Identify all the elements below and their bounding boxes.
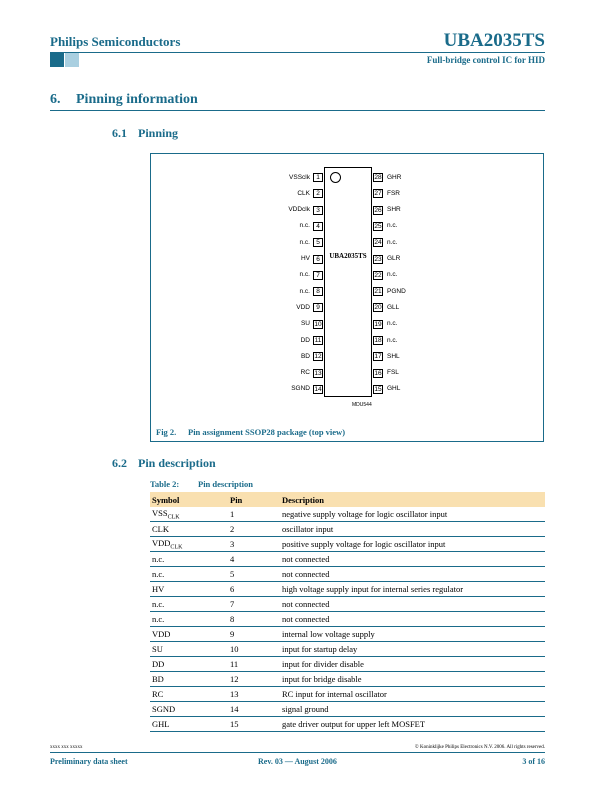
pin-number-left: 4: [313, 222, 323, 231]
table-row: [150, 612, 545, 627]
pin-label-right: GHL: [387, 385, 401, 393]
footer-page-number: 3 of 16: [522, 757, 545, 766]
table-row: [150, 507, 545, 522]
pin-number-left: 3: [313, 206, 323, 215]
pin-label-left: n.c.: [299, 238, 310, 246]
footer-doc-id: xxxx xxx xxxxx: [50, 745, 83, 750]
document-subtitle: Full-bridge control IC for HID: [426, 55, 545, 65]
pin-label-right: n.c.: [387, 320, 398, 328]
pin-number-right: 16: [374, 369, 382, 377]
symbol-text: VDD: [152, 629, 171, 639]
cell-symbol: [150, 642, 228, 657]
pin-number-left: 12: [314, 353, 322, 361]
pin-label-right: n.c.: [387, 271, 398, 279]
pin-label-left: n.c.: [299, 222, 310, 230]
cell-symbol: [150, 687, 228, 702]
table-row: [150, 597, 545, 612]
figure-caption: [156, 427, 345, 437]
pin-label-left: RC: [300, 369, 310, 377]
table-caption: [150, 479, 253, 489]
table-number: Table 2:: [150, 479, 180, 489]
section-title: Pinning: [138, 126, 179, 140]
pin-number-right: 26: [374, 206, 382, 214]
cell-symbol: [150, 717, 228, 732]
pin-number-right: 27: [374, 190, 382, 198]
figure-caption-text: Pin assignment SSOP28 package (top view): [188, 427, 346, 437]
header-symbol: Symbol: [150, 492, 228, 507]
symbol-text: BD: [152, 674, 164, 684]
pin-number-left: 8: [313, 287, 323, 296]
section-6-heading: [50, 92, 198, 108]
table-row: [150, 702, 545, 717]
pin-label-right: FSR: [387, 189, 400, 197]
cell-description: positive supply voltage for logic oscillator input: [280, 537, 545, 552]
table-row: [150, 567, 545, 582]
document-title: UBA2035TS: [443, 30, 545, 51]
cell-symbol: [150, 507, 228, 522]
section-number: 6.1: [112, 126, 127, 140]
pin-label-right: PGND: [387, 287, 406, 295]
symbol-text: CLK: [152, 524, 169, 534]
symbol-text: RC: [152, 689, 164, 699]
section-6-2-heading: [112, 456, 216, 471]
symbol-text: SU: [152, 644, 163, 654]
pin-number-right: 15: [374, 385, 382, 393]
symbol-text: n.c.: [152, 599, 165, 609]
pin-description-table: [150, 492, 545, 732]
pin-label-left: DD: [300, 336, 310, 344]
cell-symbol: [150, 567, 228, 582]
pin-label-left: CLK: [297, 189, 310, 197]
cell-pin: 8: [228, 612, 280, 627]
table-row: [150, 672, 545, 687]
table-row: [150, 537, 545, 552]
table-row: [150, 657, 545, 672]
symbol-text: HV: [152, 584, 165, 594]
cell-pin: 12: [228, 672, 280, 687]
cell-symbol: [150, 522, 228, 537]
pin-number-left: 2: [313, 189, 323, 198]
pin-number-left: 1: [313, 173, 323, 182]
pin-number-left: 7: [313, 271, 323, 280]
pin-number-right: 28: [374, 174, 382, 181]
cell-pin: 15: [228, 717, 280, 732]
symbol-text: SGND: [152, 704, 176, 714]
cell-symbol: [150, 627, 228, 642]
pin-number-right: 20: [374, 304, 382, 312]
pin-label-right: n.c.: [387, 336, 398, 344]
pin1-marker: [330, 172, 341, 183]
symbol-text: n.c.: [152, 554, 165, 564]
header-pin: Pin: [228, 492, 280, 507]
symbol-text: VDD: [152, 537, 171, 548]
pin-label-right: GLL: [387, 303, 400, 311]
pin-number-left: 14: [314, 385, 322, 393]
pin-label-right: GHR: [387, 173, 402, 181]
pin-label-right: n.c.: [387, 238, 398, 246]
symbol-text: VSS: [152, 507, 168, 518]
cell-pin: 5: [228, 567, 280, 582]
pin-label-left: VDDclk: [288, 206, 310, 214]
cell-symbol: [150, 612, 228, 627]
cell-pin: 7: [228, 597, 280, 612]
symbol-subscript: CLK: [167, 514, 180, 521]
figure-number: Fig 2.: [156, 427, 177, 437]
pin-number-right: 23: [374, 255, 382, 263]
table-row: [150, 582, 545, 597]
cell-symbol: [150, 537, 228, 552]
header-rule: [50, 52, 545, 53]
cell-pin: 6: [228, 582, 280, 597]
pin-label-left: SU: [300, 320, 310, 328]
cell-symbol: [150, 702, 228, 717]
section-number: 6.: [50, 92, 61, 107]
symbol-text: GHL: [152, 719, 170, 729]
cell-symbol: [150, 552, 228, 567]
pin-label-left: SGND: [291, 385, 310, 393]
pin-number-right: 22: [374, 271, 382, 279]
pin-number-left: 13: [314, 369, 322, 377]
pin-number-right: 18: [374, 337, 382, 344]
cell-pin: 4: [228, 552, 280, 567]
cell-symbol: [150, 657, 228, 672]
cell-pin: 14: [228, 702, 280, 717]
cell-description: not connected: [280, 597, 545, 612]
table-row: [150, 687, 545, 702]
cell-description: internal low voltage supply: [280, 627, 545, 642]
pin-label-left: HV: [300, 255, 310, 262]
cell-pin: 9: [228, 627, 280, 642]
cell-pin: 2: [228, 522, 280, 537]
header-description: Description: [280, 492, 545, 507]
table-row: [150, 552, 545, 567]
pin-label-right: FSL: [387, 369, 399, 377]
cell-description: high voltage supply input for internal series regulator: [280, 582, 545, 597]
table-row: [150, 522, 545, 537]
company-name: Philips Semiconductors: [50, 34, 181, 49]
cell-description: gate driver output for upper left MOSFET: [280, 717, 545, 732]
section-title: Pin description: [138, 456, 216, 470]
cell-description: signal ground: [280, 702, 545, 717]
pin-number-left: 10: [314, 320, 322, 328]
footer-rule: [50, 752, 545, 753]
ic-package-body: [324, 167, 372, 397]
cell-description: input for startup delay: [280, 642, 545, 657]
pin-number-right: 25: [374, 222, 382, 230]
section-title: Pinning information: [76, 92, 198, 107]
section-rule: [50, 110, 545, 111]
pin-number-right: 24: [374, 239, 382, 247]
symbol-text: n.c.: [152, 614, 165, 624]
figure-code: MDU544: [352, 402, 372, 408]
pin-label-left: VDD: [296, 303, 310, 311]
pin-label-right: n.c.: [387, 222, 398, 230]
symbol-subscript: CLK: [170, 544, 183, 551]
cell-description: input for divider disable: [280, 657, 545, 672]
header-square-light: [65, 53, 79, 67]
table-row: [150, 642, 545, 657]
symbol-text: n.c.: [152, 569, 165, 579]
cell-pin: 11: [228, 657, 280, 672]
cell-pin: 3: [228, 537, 280, 552]
pin-number-left: 5: [313, 238, 323, 247]
pin-number-right: 21: [374, 288, 382, 296]
footer-copyright: © Koninklijke Philips Electronics N.V. 2006. All rights reserved.: [414, 745, 545, 750]
pin-label-right: SHR: [387, 206, 401, 214]
pin-label-left: n.c.: [299, 287, 310, 295]
cell-pin: 13: [228, 687, 280, 702]
pin-label-right: GLR: [387, 255, 401, 262]
footer-revision: Rev. 03 — August 2006: [258, 757, 337, 766]
section-6-1-heading: [112, 126, 178, 141]
pin-label-right: SHL: [387, 352, 400, 360]
header-square-dark: [50, 53, 64, 67]
pin-number-left: 11: [314, 337, 322, 344]
cell-pin: 1: [228, 507, 280, 522]
table-header-row: [150, 492, 545, 507]
footer-status: Preliminary data sheet: [50, 757, 128, 766]
cell-description: RC input for internal oscillator: [280, 687, 545, 702]
pin-label-left: VSSclk: [289, 173, 310, 181]
cell-description: oscillator input: [280, 522, 545, 537]
cell-pin: 10: [228, 642, 280, 657]
symbol-text: DD: [152, 659, 165, 669]
section-number: 6.2: [112, 456, 127, 470]
cell-description: input for bridge disable: [280, 672, 545, 687]
pin-number-left: 9: [313, 303, 323, 312]
table-caption-text: Pin description: [198, 479, 254, 489]
pin-label-left: BD: [300, 352, 310, 360]
cell-description: negative supply voltage for logic oscillator input: [280, 507, 545, 522]
cell-description: not connected: [280, 552, 545, 567]
pin-number-right: 17: [374, 353, 382, 361]
pin-number-left: 6: [313, 255, 323, 264]
table-row: [150, 627, 545, 642]
cell-description: not connected: [280, 567, 545, 582]
table-row: [150, 717, 545, 732]
ic-name: UBA2035TS: [329, 252, 367, 260]
cell-symbol: [150, 597, 228, 612]
cell-description: not connected: [280, 612, 545, 627]
cell-symbol: [150, 672, 228, 687]
pin-number-right: 19: [374, 320, 382, 328]
pin-label-left: n.c.: [299, 271, 310, 279]
cell-symbol: [150, 582, 228, 597]
